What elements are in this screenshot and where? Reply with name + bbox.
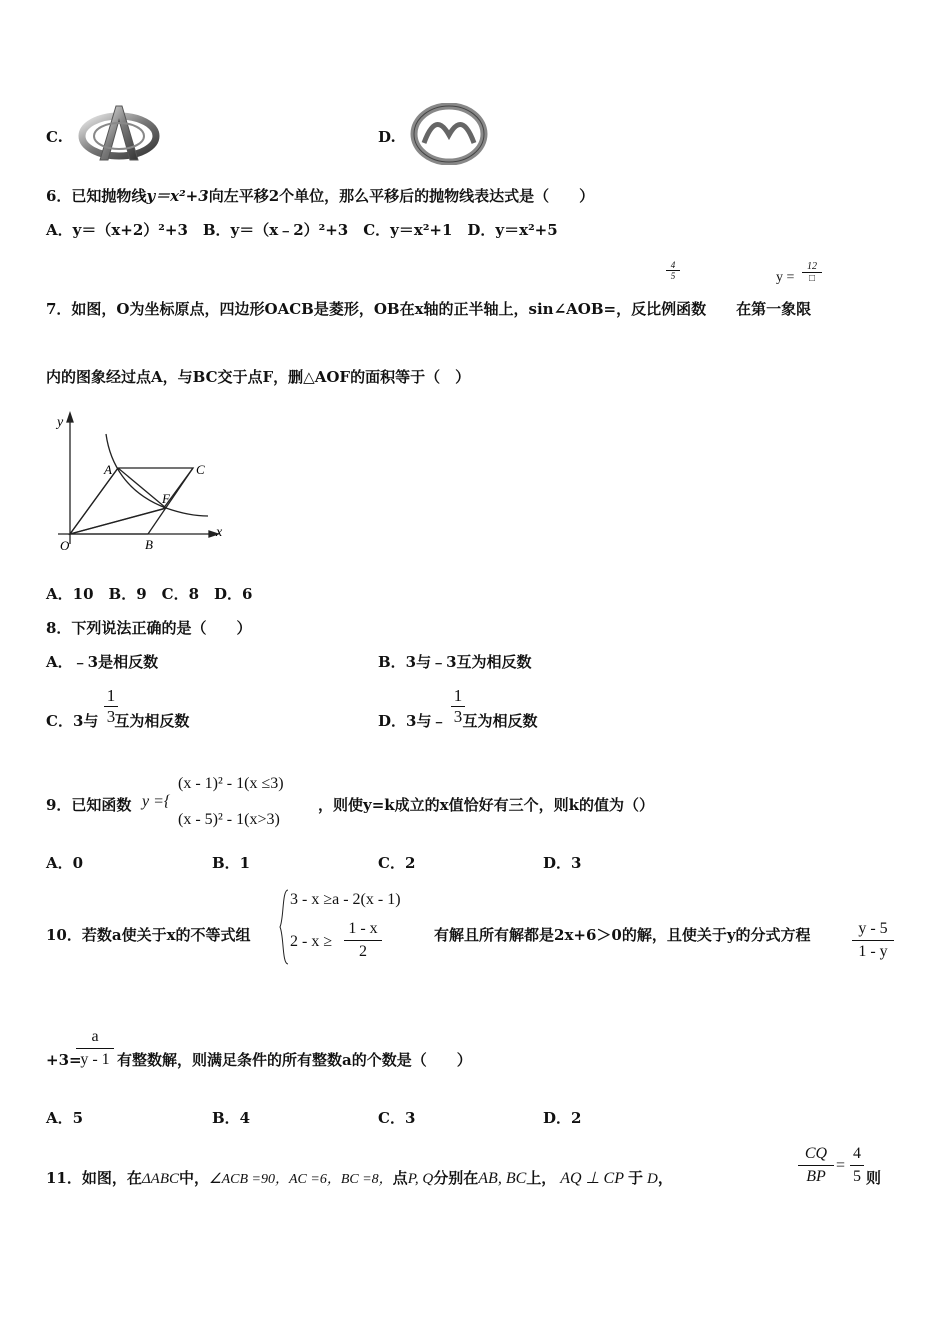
- q8-option-d: D．3与﹣ 互为相反数: [378, 712, 538, 730]
- q8-option-a: A．﹣3是相反数: [46, 653, 159, 671]
- q9-case-2: (x - 5)² - 1(x>3): [178, 811, 280, 828]
- q7-figure: [48, 408, 238, 558]
- q6-options: A．y＝（x+2）²+3 B．y＝（x﹣2）²+3 C．y＝x²+1 D．y＝x²+5: [46, 221, 558, 239]
- q7-options: A．10 B．9 C．8 D．6: [46, 585, 253, 603]
- q10-equation-fraction: y - 5 1 - y: [852, 918, 894, 963]
- q7-stem-line1: 7．如图，O为坐标原点，四边形OACB是菱形，OB在x轴的正半轴上，sin∠AOB=，反比例函数 在第一象限: [46, 300, 812, 318]
- label-o: O: [60, 538, 70, 553]
- q6-stem: 6．已知抛物线y＝x²+3向左平移2个单位，那么平移后的抛物线表达式是（ ）: [46, 187, 595, 205]
- q8-option-b: B．3与﹣3互为相反数: [378, 653, 532, 671]
- q10-inequality-2-fraction: 1 - x 2: [344, 918, 382, 963]
- q10-line2-fraction: a y - 1: [76, 1026, 114, 1071]
- logo-d-image: [410, 103, 488, 165]
- q11-ze: 则: [866, 1169, 882, 1187]
- q8-option-d-fraction: 1 3: [451, 686, 465, 727]
- rhombus-oacb: [70, 468, 193, 534]
- q10-line2-prefix: +3=: [46, 1051, 82, 1069]
- label-a: A: [104, 462, 112, 477]
- q9-option-d: D．3: [543, 854, 582, 872]
- segment-af: [118, 468, 166, 508]
- logo-c-image: [78, 100, 160, 164]
- q11-ratio-right: 4 5: [850, 1143, 864, 1188]
- q5-option-d-label: D.: [378, 128, 396, 146]
- q10-option-b: B．4: [212, 1109, 251, 1127]
- q10-option-d: D．2: [543, 1109, 582, 1127]
- label-b: B: [145, 537, 153, 552]
- q9-case-1: (x - 1)² - 1(x ≤3): [178, 775, 284, 792]
- q10-option-c: C．3: [378, 1109, 416, 1127]
- q10-inequality-1: 3 - x ≥a - 2(x - 1): [290, 891, 401, 908]
- q9-stem-prefix: 9．已知函数: [46, 796, 132, 814]
- q9-y-equals: y ={: [142, 793, 171, 810]
- q7-stem-line2: 内的图象经过点A，与BC交于点F，删△AOF的面积等于（ ）: [46, 368, 471, 386]
- hyperbola-curve: [106, 434, 208, 516]
- q10-stem-prefix: 10．若数a使关于x的不等式组: [46, 926, 251, 944]
- q8-option-c-fraction: 1 3: [104, 686, 118, 727]
- q6-expression: y＝x²+3: [146, 187, 209, 205]
- q8-stem: 8．下列说法正确的是（ ）: [46, 619, 252, 637]
- q7-sin-fraction: 4 5: [666, 260, 680, 281]
- q10-left-brace: [278, 888, 290, 966]
- q11-stem: 11．如图，在ΔABC中，∠ACB =90，AC =6，BC =8，点P, Q分别在AB, BC上， AQ ⊥ CP 于 D，: [46, 1169, 673, 1187]
- label-f: F: [162, 491, 170, 506]
- label-y: y: [57, 415, 64, 430]
- q9-option-c: C．2: [378, 854, 416, 872]
- q8-option-c: C．3与 互为相反数: [46, 712, 190, 730]
- q7-function-fraction: 12 □: [802, 261, 822, 284]
- q9-option-a: A．0: [46, 854, 84, 872]
- q10-inequality-2: 2 - x ≥: [290, 933, 333, 950]
- q10-option-a: A．5: [46, 1109, 84, 1127]
- segment-of: [70, 508, 166, 534]
- q7-function-y: y =: [776, 270, 795, 285]
- y-axis-arrow: [67, 413, 73, 422]
- segment-oa: [70, 468, 118, 534]
- q9-option-b: B．1: [212, 854, 251, 872]
- segment-bc: [148, 468, 193, 534]
- q5-option-c-label: C.: [46, 128, 63, 146]
- label-x: x: [216, 525, 223, 540]
- q10-stem-mid: 有解且所有解都是2x+6＞0的解，且使关于y的分式方程: [434, 926, 811, 944]
- q11-equals: =: [836, 1157, 846, 1174]
- q11-ratio-left: CQ BP: [798, 1143, 834, 1188]
- q10-line2-suffix: 有整数解，则满足条件的所有整数a的个数是（ ）: [117, 1051, 472, 1069]
- label-c: C: [196, 462, 205, 477]
- q9-stem-suffix: ，则使y=k成立的x值恰好有三个，则k的值为（）: [318, 796, 655, 814]
